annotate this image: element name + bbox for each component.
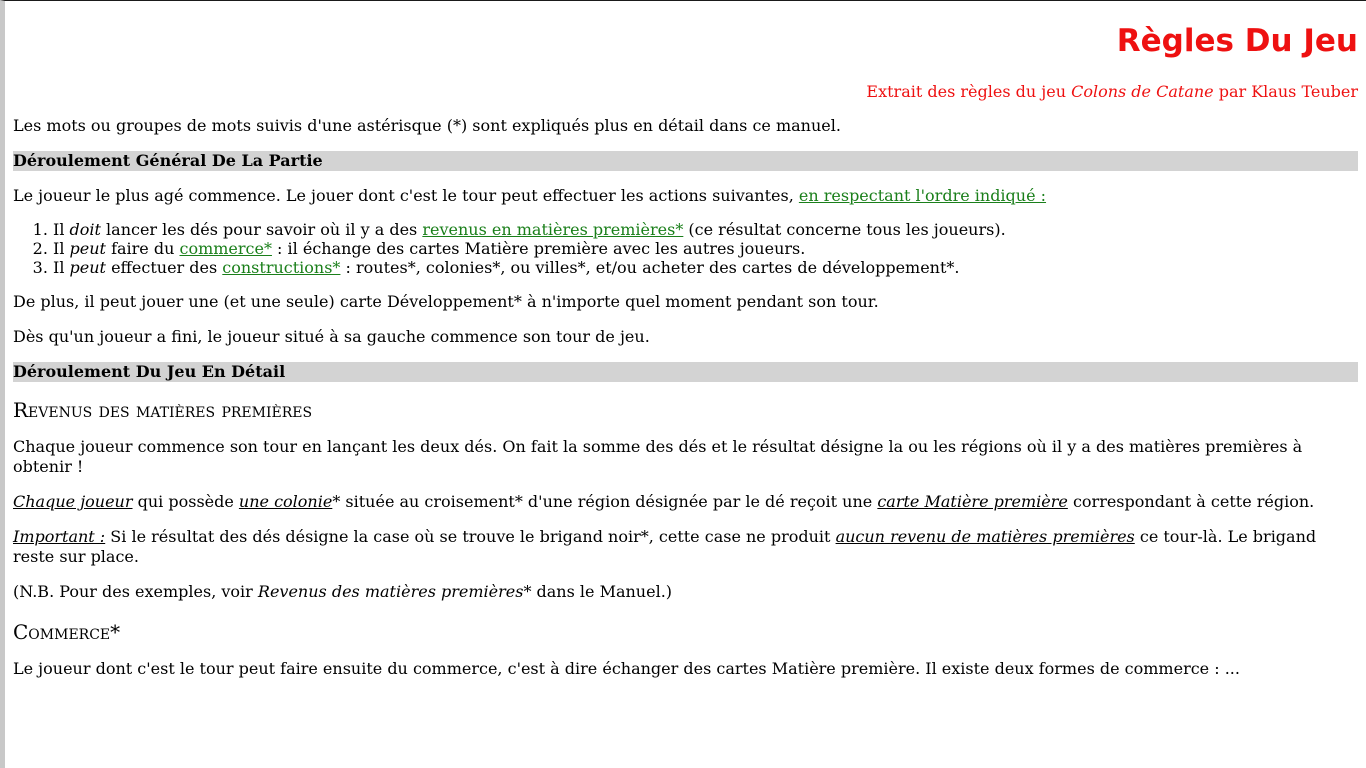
list-item xyxy=(53,258,1358,277)
step-text: effectuer des xyxy=(105,258,223,277)
body-text: correspondant à cette région. xyxy=(1067,492,1315,511)
body-text: * située au croisement* d'une région désignée par le dé reçoit une xyxy=(332,492,878,511)
action-steps-list xyxy=(13,220,1358,277)
body-text: Si le résultat des dés désigne la case où se trouve le brigand noir*, cette case ne produit xyxy=(105,527,836,546)
subtitle-prefix: Extrait des règles du jeu xyxy=(866,82,1072,101)
commerce-link[interactable]: commerce* xyxy=(179,239,272,258)
body-text: * dans le Manuel.) xyxy=(523,582,673,601)
body-text: (N.B. Pour des exemples, voir xyxy=(13,582,258,601)
section1-lead-text: Le joueur le plus agé commence. Le jouer dont c'est le tour peut effectuer les actions suivantes, xyxy=(13,186,799,205)
revenus-paragraph-2 xyxy=(13,492,1358,512)
step-verb: doit xyxy=(69,220,101,239)
emphasis-text: carte Matière première xyxy=(877,492,1068,511)
step-text: Il xyxy=(53,258,70,277)
step-text: : il échange des cartes Matière première avec les autres joueurs. xyxy=(271,239,806,258)
rules-page xyxy=(5,1,1366,679)
section-heading-general: Déroulement Général De La Partie xyxy=(13,151,1358,171)
subtitle-game-name: Colons de Catane xyxy=(1071,82,1214,101)
subsection-title-commerce: Commerce* xyxy=(13,620,121,644)
important-label: Important : xyxy=(13,527,106,546)
emphasis-text: Chaque joueur xyxy=(13,492,133,511)
order-link[interactable]: en respectant l'ordre indiqué : xyxy=(798,186,1047,205)
emphasis-text: une colonie xyxy=(238,492,333,511)
step-text: lancer les dés pour savoir où il y a des xyxy=(100,220,423,239)
step-verb: peut xyxy=(69,239,106,258)
constructions-link[interactable]: constructions* xyxy=(222,258,341,277)
revenus-link[interactable]: revenus en matières premières* xyxy=(422,220,684,239)
revenus-paragraph-1: Chaque joueur commence son tour en lançant les deux dés. On fait la somme des dés et le résultat désigne la ou les régions où il y a des matières premières à obtenir ! xyxy=(13,437,1303,476)
commerce-paragraph-1: Le joueur dont c'est le tour peut faire ensuite du commerce, c'est à dire échanger des cartes Matière première. Il existe deux formes de commerce : ... xyxy=(13,659,1240,678)
body-text: qui possède xyxy=(132,492,239,511)
step-text: faire du xyxy=(105,239,180,258)
emphasis-text: aucun revenu de matières premières xyxy=(835,527,1135,546)
section1-paragraph-turn-end: Dès qu'un joueur a fini, le joueur situé à sa gauche commence son tour de jeu. xyxy=(13,327,650,346)
section1-paragraph-development: De plus, il peut jouer une (et une seule) carte Développement* à n'importe quel moment pendant son tour. xyxy=(13,292,879,311)
list-item xyxy=(53,220,1358,239)
step-verb: peut xyxy=(69,258,106,277)
section1-lead xyxy=(13,186,1358,206)
body-text: ce tour-là. Le brigand reste sur place. xyxy=(13,527,1317,566)
step-text: (ce résultat concerne tous les joueurs). xyxy=(683,220,1006,239)
list-item xyxy=(53,239,1358,258)
emphasis-text: Revenus des matières premières xyxy=(257,582,524,601)
section-heading-detail: Déroulement Du Jeu En Détail xyxy=(13,362,1358,382)
intro-paragraph: Les mots ou groupes de mots suivis d'une astérisque (*) sont expliqués plus en détail dans ce manuel. xyxy=(13,116,841,135)
subsection-title-revenus: Revenus des matières premières xyxy=(13,398,313,422)
page-title: Règles Du Jeu xyxy=(1116,23,1358,59)
step-text: Il xyxy=(53,220,70,239)
page-subtitle xyxy=(13,82,1358,102)
step-text: : routes*, colonies*, ou villes*, et/ou acheter des cartes de développement*. xyxy=(340,258,960,277)
revenus-paragraph-important xyxy=(13,527,1358,567)
subtitle-suffix: par Klaus Teuber xyxy=(1213,82,1358,101)
step-text: Il xyxy=(53,239,70,258)
revenus-paragraph-note xyxy=(13,582,1358,602)
